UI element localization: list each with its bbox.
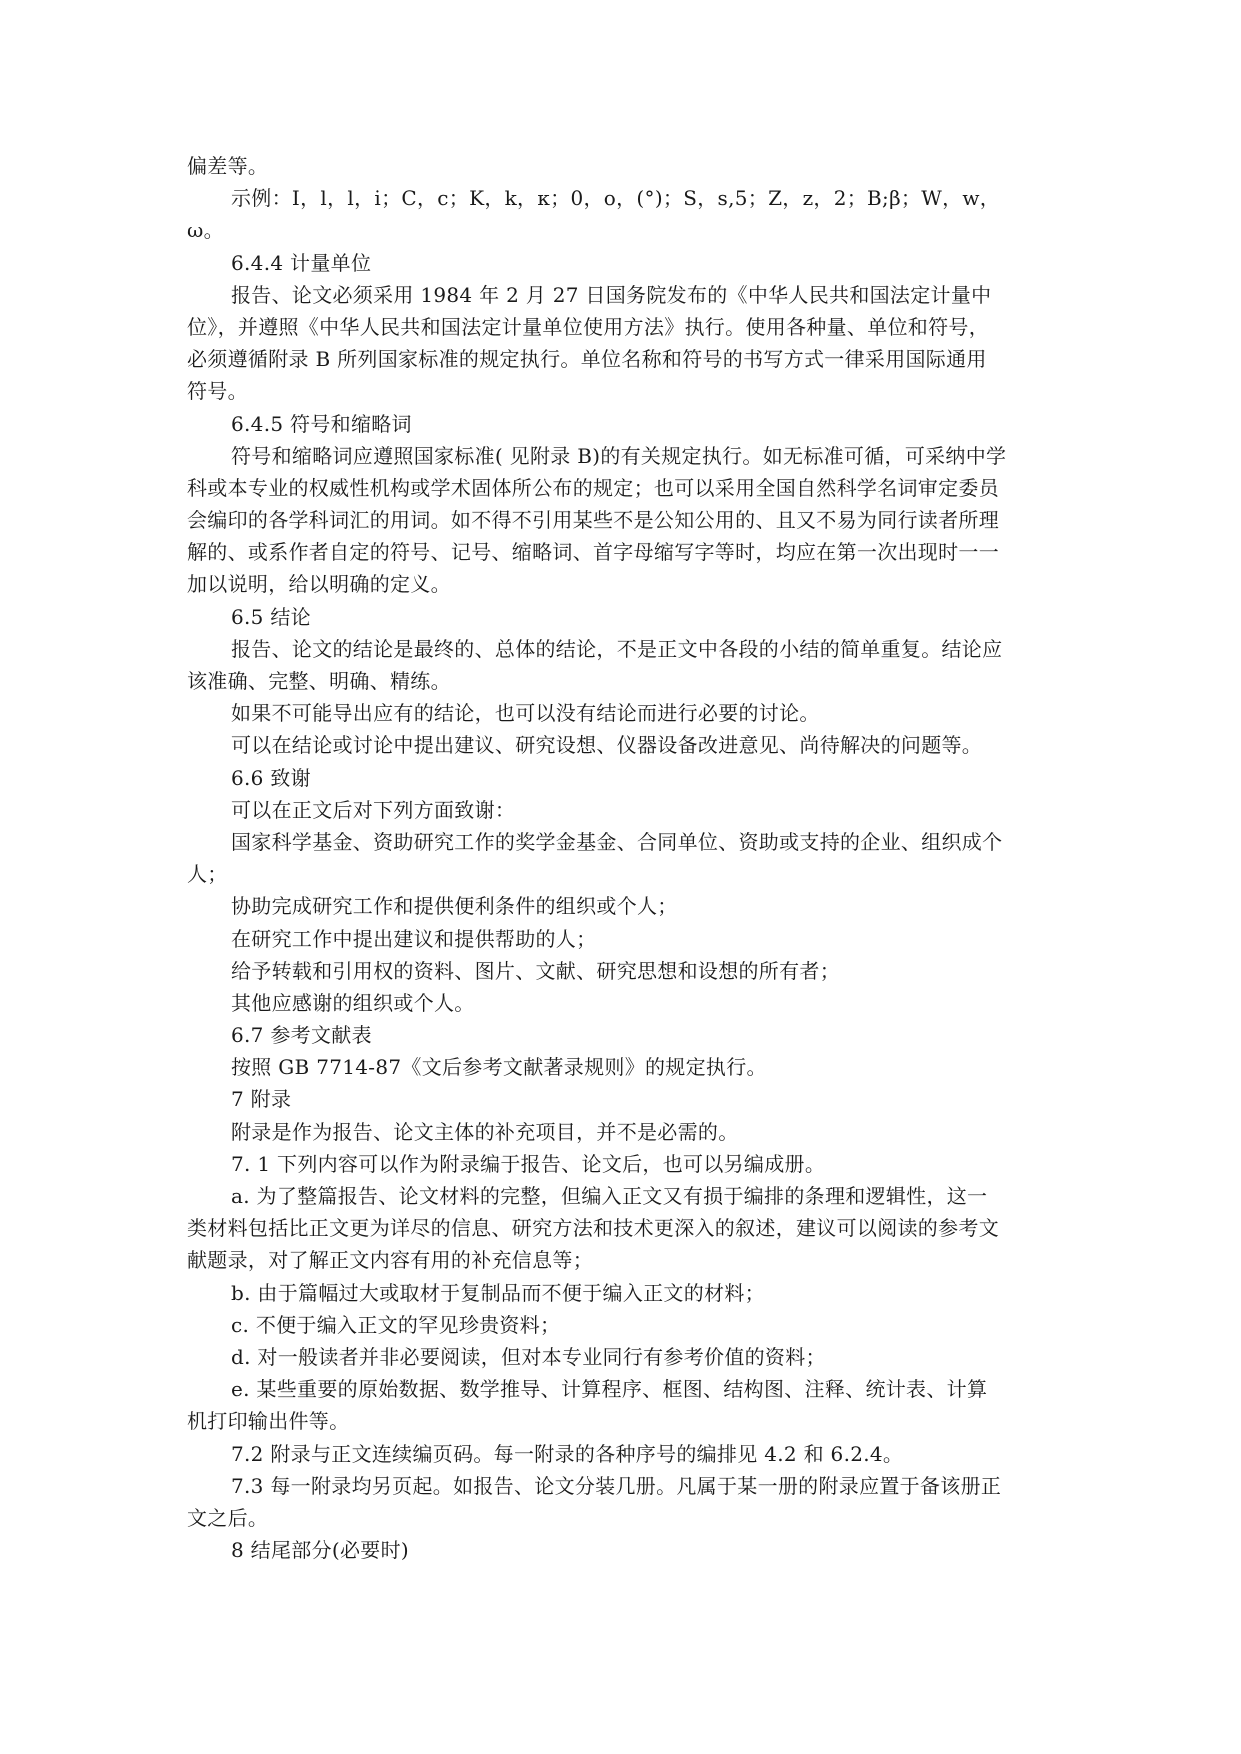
text-line: 6.4.4 计量单位: [231, 250, 372, 275]
text-line: 附录是作为报告、论文主体的补充项目，并不是必需的。: [231, 1119, 739, 1144]
text-line: c. 不便于编入正文的罕见珍贵资料；: [231, 1312, 561, 1337]
text-line: 报告、论文必须采用 1984 年 2 月 27 日国务院发布的《中华人民共和国法定计量中: [231, 282, 992, 307]
text-line: 7.2 附录与正文连续编页码。每一附录的各种序号的编排见 4.2 和 6.2.4。: [231, 1441, 904, 1466]
document-body: [187, 150, 1057, 1566]
text-line: 7.3 每一附录均另页起。如报告、论文分装几册。凡属于某一册的附录应置于备该册正: [231, 1473, 1002, 1498]
text-line: 献题录，对了解正文内容有用的补充信息等；: [187, 1248, 593, 1273]
text-line: 7 附录: [231, 1087, 292, 1112]
text-line: 符号和缩略词应遵照国家标准( 见附录 B)的有关规定执行。如无标准可循，可采纳中学: [231, 443, 1007, 468]
text-line: 6.6 致谢: [231, 765, 311, 790]
text-line: 机打印输出件等。: [187, 1409, 350, 1434]
text-line: 6.7 参考文献表: [231, 1023, 372, 1048]
text-line: 可以在正文后对下列方面致谢：: [231, 797, 516, 822]
text-line: 6.4.5 符号和缩略词: [231, 411, 412, 436]
text-line: 该准确、完整、明确、精练。: [187, 669, 451, 693]
text-line: 协助完成研究工作和提供便利条件的组织或个人；: [231, 894, 678, 919]
text-line: d. 对一般读者并非必要阅读，但对本专业同行有参考价值的资料；: [231, 1344, 826, 1369]
text-line: 符号。: [187, 379, 248, 404]
text-line: 科或本专业的权威性机构或学术固体所公布的规定；也可以采用全国自然科学名词审定委员: [187, 475, 999, 500]
text-line: 国家科学基金、资助研究工作的奖学金基金、合同单位、资助或支持的企业、组织成个: [231, 829, 1003, 854]
text-line: 偏差等。: [187, 154, 269, 178]
text-line: a. 为了整篇报告、论文材料的完整，但编入正文又有损于编排的条理和逻辑性，这一: [231, 1184, 988, 1208]
text-line: 必须遵循附录 B 所列国家标准的规定执行。单位名称和符号的书写方式一律采用国际通用: [187, 347, 987, 372]
text-line: 文之后。: [187, 1505, 269, 1530]
text-line: 解的、或系作者自定的符号、记号、缩略词、首字母缩写字等时，均应在第一次出现时一一: [187, 540, 999, 565]
text-line: 8 结尾部分(必要时): [231, 1538, 409, 1563]
text-line: ω。: [187, 218, 224, 243]
text-line: 如果不可能导出应有的结论，也可以没有结论而进行必要的讨论。: [231, 701, 820, 726]
text-line: 示例：I，l，l，i；C，c；K，k，κ；0，o，(°)；S，s,5；Z，z，2；B;β；W，w，: [231, 186, 1001, 211]
text-line: 位》，并遵照《中华人民共和国法定计量单位使用方法》执行。使用各种量、单位和符号，: [187, 314, 989, 339]
text-line: 给予转载和引用权的资料、图片、文献、研究思想和设想的所有者；: [231, 958, 840, 983]
text-line: 6.5 结论: [231, 604, 311, 629]
text-line: 在研究工作中提出建议和提供帮助的人；: [231, 926, 597, 951]
text-line: 报告、论文的结论是最终的、总体的结论，不是正文中各段的小结的简单重复。结论应: [231, 636, 1003, 661]
text-line: 人；: [187, 862, 228, 887]
text-line: 其他应感谢的组织或个人。: [231, 990, 475, 1015]
text-line: e. 某些重要的原始数据、数学推导、计算程序、框图、结构图、注释、统计表、计算: [231, 1377, 988, 1402]
text-line: 按照 GB 7714-87《文后参考文献著录规则》的规定执行。: [231, 1055, 767, 1080]
text-line: 类材料包括比正文更为详尽的信息、研究方法和技术更深入的叙述，建议可以阅读的参考文: [187, 1216, 999, 1241]
text-line: 可以在结论或讨论中提出建议、研究设想、仪器设备改进意见、尚待解决的问题等。: [231, 733, 983, 758]
text-line: 会编印的各学科词汇的用词。如不得不引用某些不是公知公用的、且又不易为同行读者所理: [187, 508, 999, 533]
text-line: b. 由于篇幅过大或取材于复制品而不便于编入正文的材料；: [231, 1280, 765, 1305]
text-line: 7. 1 下列内容可以作为附录编于报告、论文后，也可以另编成册。: [231, 1151, 826, 1176]
text-line: 加以说明，给以明确的定义。: [187, 572, 451, 597]
